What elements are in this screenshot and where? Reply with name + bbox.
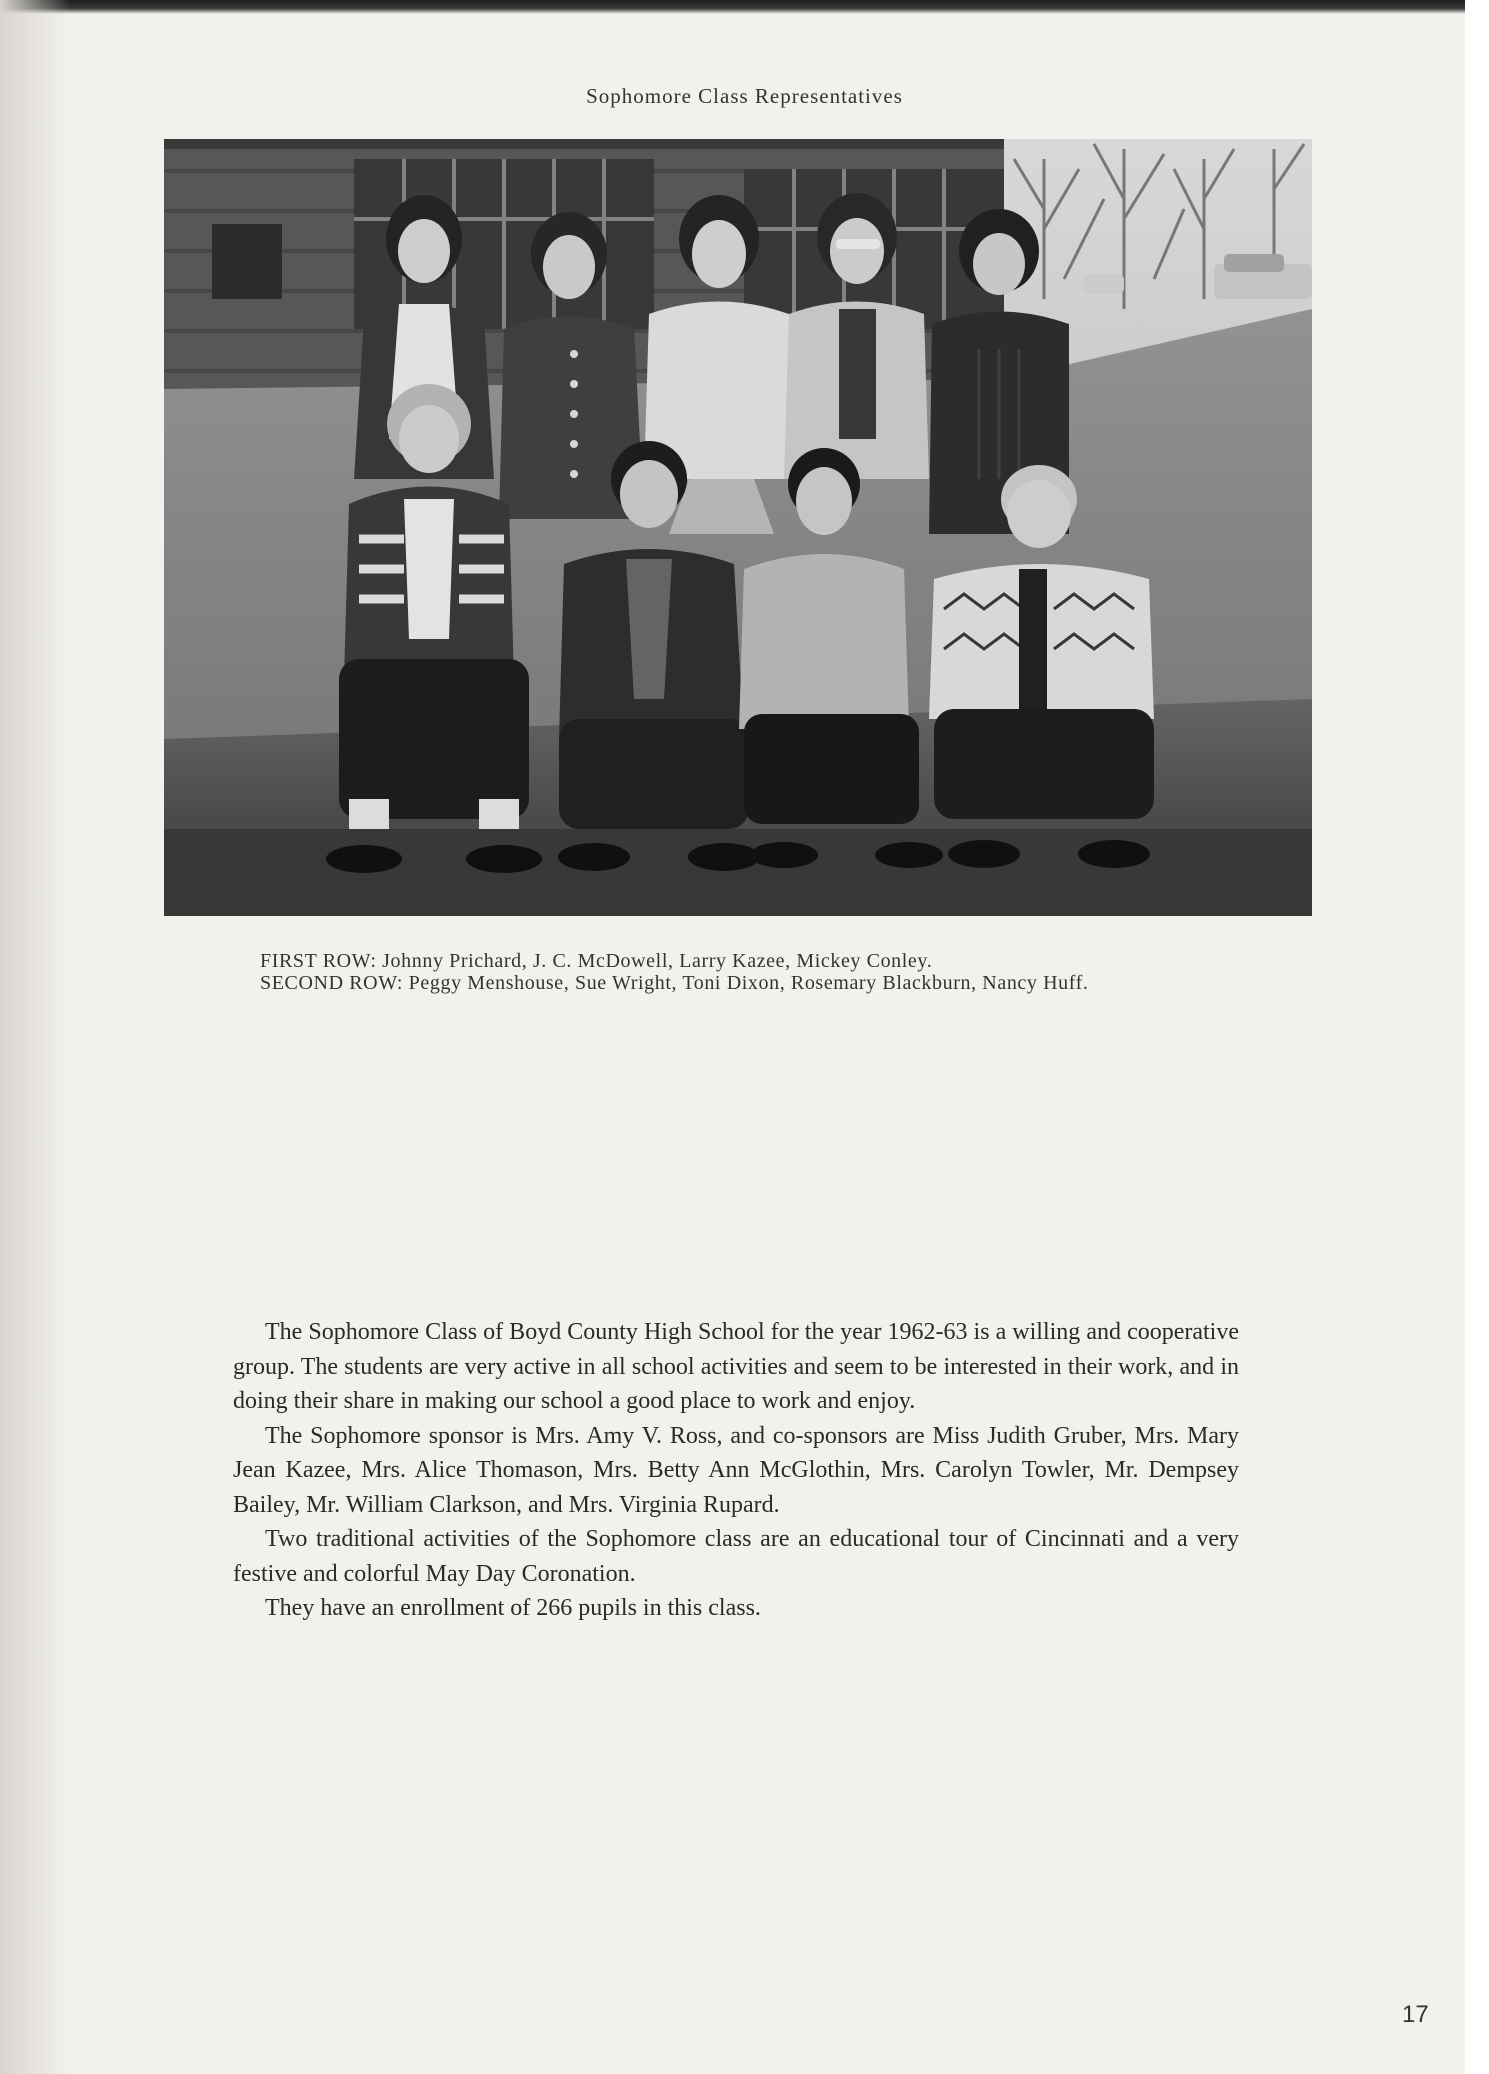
page-binding-shadow	[0, 0, 1489, 14]
body-paragraph: The Sophomore sponsor is Mrs. Amy V. Ross, and co-sponsors are Miss Judith Gruber, Mrs. Mary Jean Kazee, Mrs. Alice Thomason, Mrs. Betty Ann McGlothin, Mrs. Carolyn Towler, Mr. Dempsey Bailey, Mr. William Clarkson, and Mrs. Virginia Rupard.	[233, 1422, 1239, 1518]
group-photo-illustration	[164, 139, 1312, 916]
body-text	[233, 1315, 1239, 1626]
body-paragraph: The Sophomore Class of Boyd County High School for the year 1962-63 is a willing and cooperative group. The students are very active in all school activities and seem to be interested in their work, and in doing their share in making our school a good place to work and enjoy.	[233, 1319, 1239, 1414]
page-gutter-shade	[0, 0, 70, 2074]
caption-first-row: FIRST ROW: Johnny Prichard, J. C. McDowell, Larry Kazee, Mickey Conley.	[260, 950, 933, 972]
body-paragraph: Two traditional activities of the Sophomore class are an educational tour of Cincinnati and a very festive and colorful May Day Coronation.	[233, 1526, 1239, 1587]
body-paragraph: They have an enrollment of 266 pupils in this class.	[265, 1595, 761, 1621]
group-photo	[164, 139, 1312, 916]
photo-caption	[260, 950, 1320, 994]
caption-second-row: SECOND ROW: Peggy Menshouse, Sue Wright, Toni Dixon, Rosemary Blackburn, Nancy Huff.	[260, 972, 1089, 994]
page-edge	[1465, 0, 1489, 2074]
page-number: 17	[1402, 2001, 1429, 2028]
running-head: Sophomore Class Representatives	[586, 84, 903, 108]
